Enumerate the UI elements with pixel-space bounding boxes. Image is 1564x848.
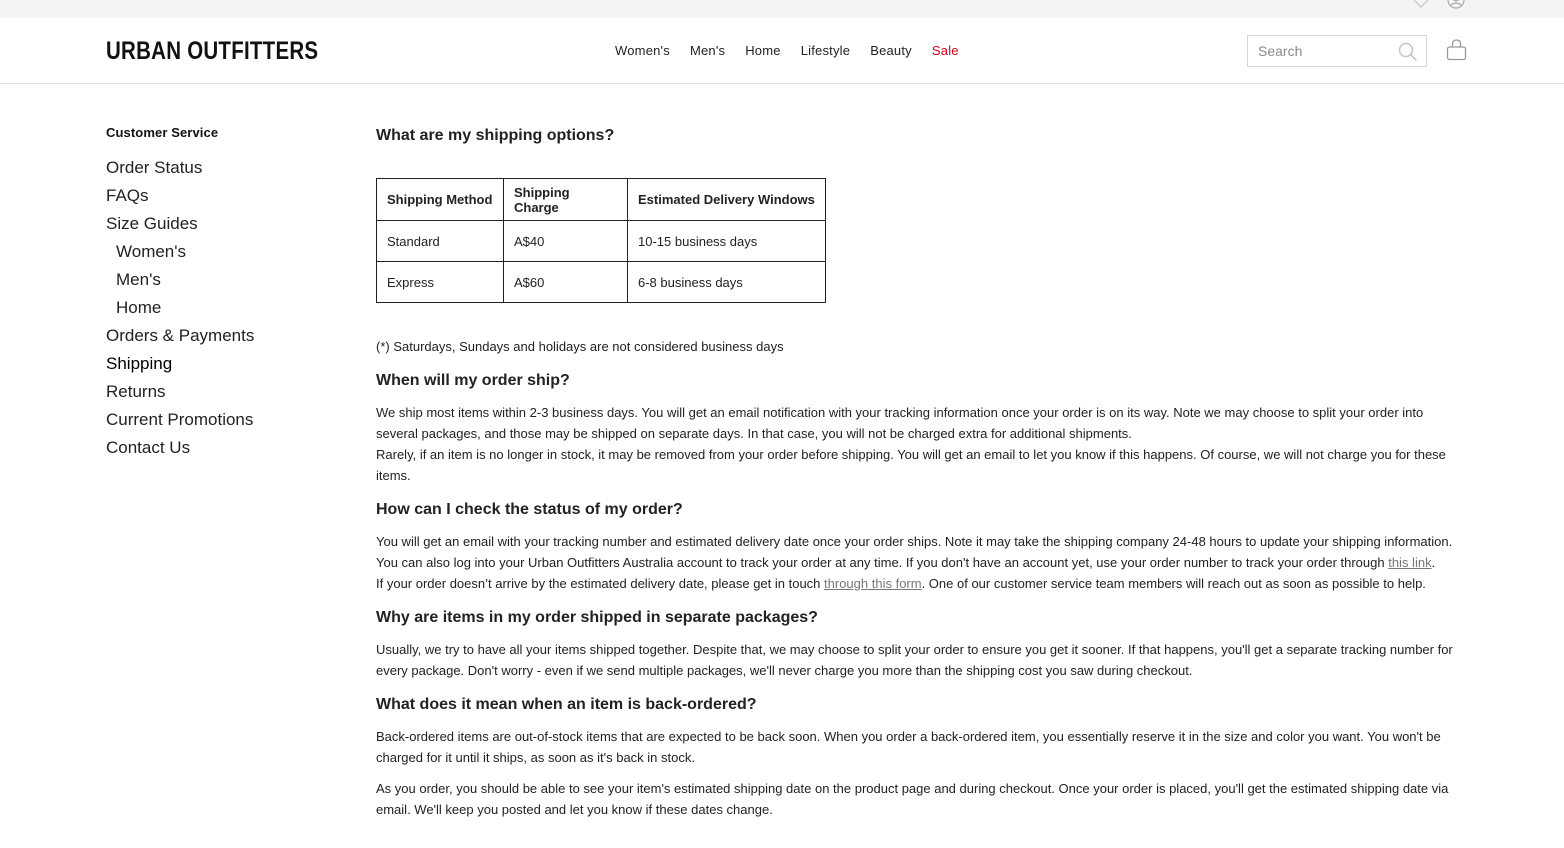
shopping-bag-icon[interactable] [1446,39,1467,61]
nav-home[interactable]: Home [745,43,781,58]
main-nav [615,43,959,58]
paragraph: Rarely, if an item is no longer in stock, it may be removed from your order before shipping. You will get an email to let you know if this happens. Of course, we will not charge you for these items. [376,447,1446,483]
site-header [0,18,1564,84]
sidebar-item-contact-us[interactable]: Contact Us [106,438,191,457]
table-row [377,262,826,303]
paragraph: You will get an email with your tracking number and estimated delivery date once your order ships. Note it may take the shipping company 24-48 hours to update your shipping information. [376,534,1453,549]
nav-mens[interactable]: Men's [689,43,726,58]
column-header: Estimated Delivery Windows [628,179,826,221]
heading-back-ordered: What does it mean when an item is back-ordered? [376,696,757,713]
text: . [1431,555,1436,570]
heading-separate-packages: Why are items in my order shipped in separate packages? [376,609,818,626]
sidebar-item-size-mens[interactable]: Men's [116,270,161,289]
table-cell: 6-8 business days [628,262,826,303]
sidebar-item-size-guides[interactable]: Size Guides [106,214,198,233]
table-row [377,221,826,262]
paragraph [376,552,1468,573]
track-order-link[interactable]: this link [1388,555,1432,570]
column-header: Shipping Charge [504,179,628,221]
paragraph [376,573,1468,594]
table-cell: A$60 [504,262,628,303]
sidebar-item-orders-payments[interactable]: Orders & Payments [106,326,255,345]
shipping-faq-content [376,126,1468,820]
table-cell: Express [377,262,504,303]
search-box [1247,35,1427,67]
text: You can also log into your Urban Outfitters Australia account to track your order at any time. If you don't have an account yet, use your order number to track your order through [376,555,1389,570]
sidebar-item-size-home[interactable]: Home [116,298,162,317]
business-days-note: (*) Saturdays, Sundays and holidays are not considered business days [376,339,784,354]
nav-womens[interactable]: Women's [615,43,670,58]
paragraph: We ship most items within 2-3 business days. You will get an email notification with your tracking information once your order is on its way. Note we may choose to split your order into several packages, and those may be shipped on separate days. In that case, you will not be charged extra for additional shipments. [376,405,1424,441]
text: If your order doesn’t arrive by the estimated delivery date, please get in touch [376,576,825,591]
table-header-row [377,179,826,221]
sidebar-item-current-promotions[interactable]: Current Promotions [106,410,254,429]
contact-form-link[interactable]: through this form [824,576,922,591]
search-input[interactable] [1248,36,1393,66]
paragraph: Usually, we try to have all your items shipped together. Despite that, we may choose to split your order to ensure you get it sooner. If that happens, you'll get a separate tracking number for every package. Don't worry - even if we send multiple packages, we'll never charge you more than the shipping cost you saw during checkout. [376,642,1453,678]
sidebar-menu [106,154,346,462]
logo[interactable]: URBAN OUTFITTERS [106,37,319,65]
nav-lifestyle[interactable]: Lifestyle [800,43,851,58]
table-cell: Standard [377,221,504,262]
paragraph: As you order, you should be able to see your item's estimated shipping date on the product page and during checkout. Once your order is placed, you'll get the estimated shipping date via email. We'll keep you posted and let you know if these dates change. [376,781,1449,817]
sidebar-title: Customer Service [106,125,219,140]
search-icon[interactable] [1398,42,1418,62]
sidebar-item-faqs[interactable]: FAQs [106,186,149,205]
sidebar-item-returns[interactable]: Returns [106,382,166,401]
nav-beauty[interactable]: Beauty [870,43,912,58]
user-icon[interactable] [1447,0,1465,9]
paragraph: Back-ordered items are out-of-stock items that are expected to be back soon. When you order a back-ordered item, you essentially reserve it in the size and color you want. You won't be charged for it until it ships, as soon as it's back in stock. [376,729,1441,765]
heart-icon[interactable] [1412,0,1430,9]
heading-shipping-options: What are my shipping options? [376,127,615,144]
nav-sale[interactable]: Sale [931,43,959,58]
column-header: Shipping Method [377,179,504,221]
utility-bar [0,0,1564,18]
heading-when-ship: When will my order ship? [376,372,570,389]
heading-check-status: How can I check the status of my order? [376,501,683,518]
table-cell: 10-15 business days [628,221,826,262]
sidebar-item-size-womens[interactable]: Women's [116,242,187,261]
table-cell: A$40 [504,221,628,262]
sidebar-item-shipping[interactable]: Shipping [106,354,173,373]
customer-service-sidebar [106,125,346,462]
text: . One of our customer service team members will reach out as soon as possible to help. [921,576,1426,591]
sidebar-item-order-status[interactable]: Order Status [106,158,203,177]
shipping-options-table [376,178,826,303]
